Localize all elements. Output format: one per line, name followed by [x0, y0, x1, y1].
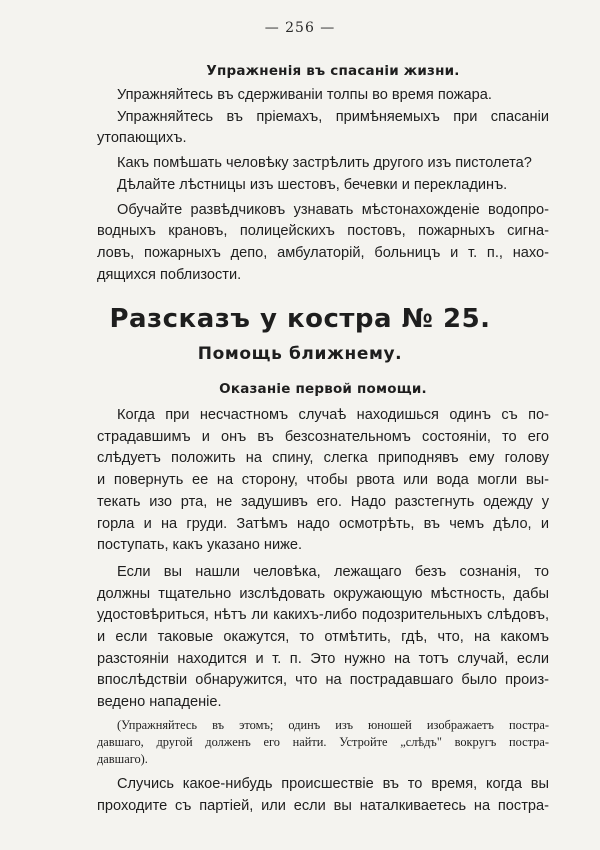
story-title: Разсказъ у костра № 25. — [109, 304, 491, 334]
page-number: — 256 — — [264, 20, 336, 36]
note-line: давшаго). — [97, 751, 148, 766]
paragraph-2 — [97, 562, 549, 714]
paragraph-1 — [97, 405, 549, 557]
exercise-note — [97, 717, 549, 768]
text-line: текать изо рта, не задушивъ его. Надо разстегнуть одежду у — [97, 493, 549, 510]
note-line: (Упражняйтесь въ этомъ; одинъ изъ юношей изображаетъ постра- — [117, 717, 549, 732]
text-line: и повернуть ее на сторону, чтобы рвота или вода могли вы- — [97, 472, 549, 489]
text-line: должны тщательно изслѣдовать окружающую мѣстность, дабы — [97, 585, 549, 602]
text-line: страдавшимъ и онъ въ безсознательномъ состояніи, то его — [97, 428, 549, 445]
section-heading: Упражненія въ спасаніи жизни. — [206, 63, 460, 79]
text-line: дящихся поблизости. — [97, 266, 242, 283]
text-line: проходите съ партіей, или если вы наталкиваетесь на постра- — [97, 797, 549, 814]
text-line: Обучайте развѣдчиковъ узнавать мѣстонахожденіе водопро- — [117, 201, 549, 218]
text-line: водныхъ крановъ, полицейскихъ постовъ, пожарныхъ сигна- — [97, 223, 549, 240]
text-line: поступать, какъ указано ниже. — [97, 537, 303, 554]
section-lifesaving — [97, 60, 549, 286]
text-line: Упражняйтесь въ пріемахъ, примѣняемыхъ при спасаніи — [117, 108, 549, 125]
text-line: Упражняйтесь въ сдерживаніи толпы во время пожара. — [117, 87, 492, 103]
text-line: удостовѣриться, нѣтъ ли какихъ-либо подозрительныхъ слѣдовъ, — [97, 607, 549, 624]
text-line: слѣдуетъ положить на спину, слегка приподнявъ ему голову — [97, 450, 549, 467]
text-line: утопающихъ. — [97, 130, 187, 147]
text-line: и если таковые окажутся, то отмѣтить, гдѣ, что, на какомъ — [97, 629, 549, 646]
text-line: ловъ, пожарныхъ депо, амбулаторій, больницъ и т. п., нахо- — [97, 244, 549, 261]
text-line: ведено нападеніе. — [97, 694, 222, 711]
story-body — [97, 377, 549, 817]
text-line: горла и на груди. Затѣмъ надо осмотрѣть, въ чемъ дѣло, и — [97, 515, 549, 532]
first-aid-heading: Оказаніе первой помощи. — [219, 381, 427, 397]
text-line: Дѣлайте лѣстницы изъ шестовъ, бечевки и перекладинъ. — [117, 176, 508, 193]
text-line: Случись какое-нибудь происшествіе въ то время, когда вы — [117, 775, 549, 792]
note-line: давшаго, другой долженъ его найти. Устройте „слѣдъ" вокругъ постра- — [97, 734, 549, 749]
text-line: впослѣдствіи обнаружится, что на пострадавшаго было произ- — [97, 672, 549, 689]
text-line: Если вы нашли человѣка, лежащаго безъ сознанія, то — [117, 563, 549, 580]
text-line: Какъ помѣшать человѣку застрѣлить другого изъ пистолета? — [117, 155, 532, 172]
text-line: Когда при несчастномъ случаѣ находишься одинъ съ по- — [117, 407, 549, 423]
text-line: разстояніи находится и т. п. Это нужно на тотъ случай, если — [97, 650, 549, 667]
paragraph-3 — [97, 774, 549, 817]
story-subtitle: Помощь ближнему. — [197, 344, 403, 364]
